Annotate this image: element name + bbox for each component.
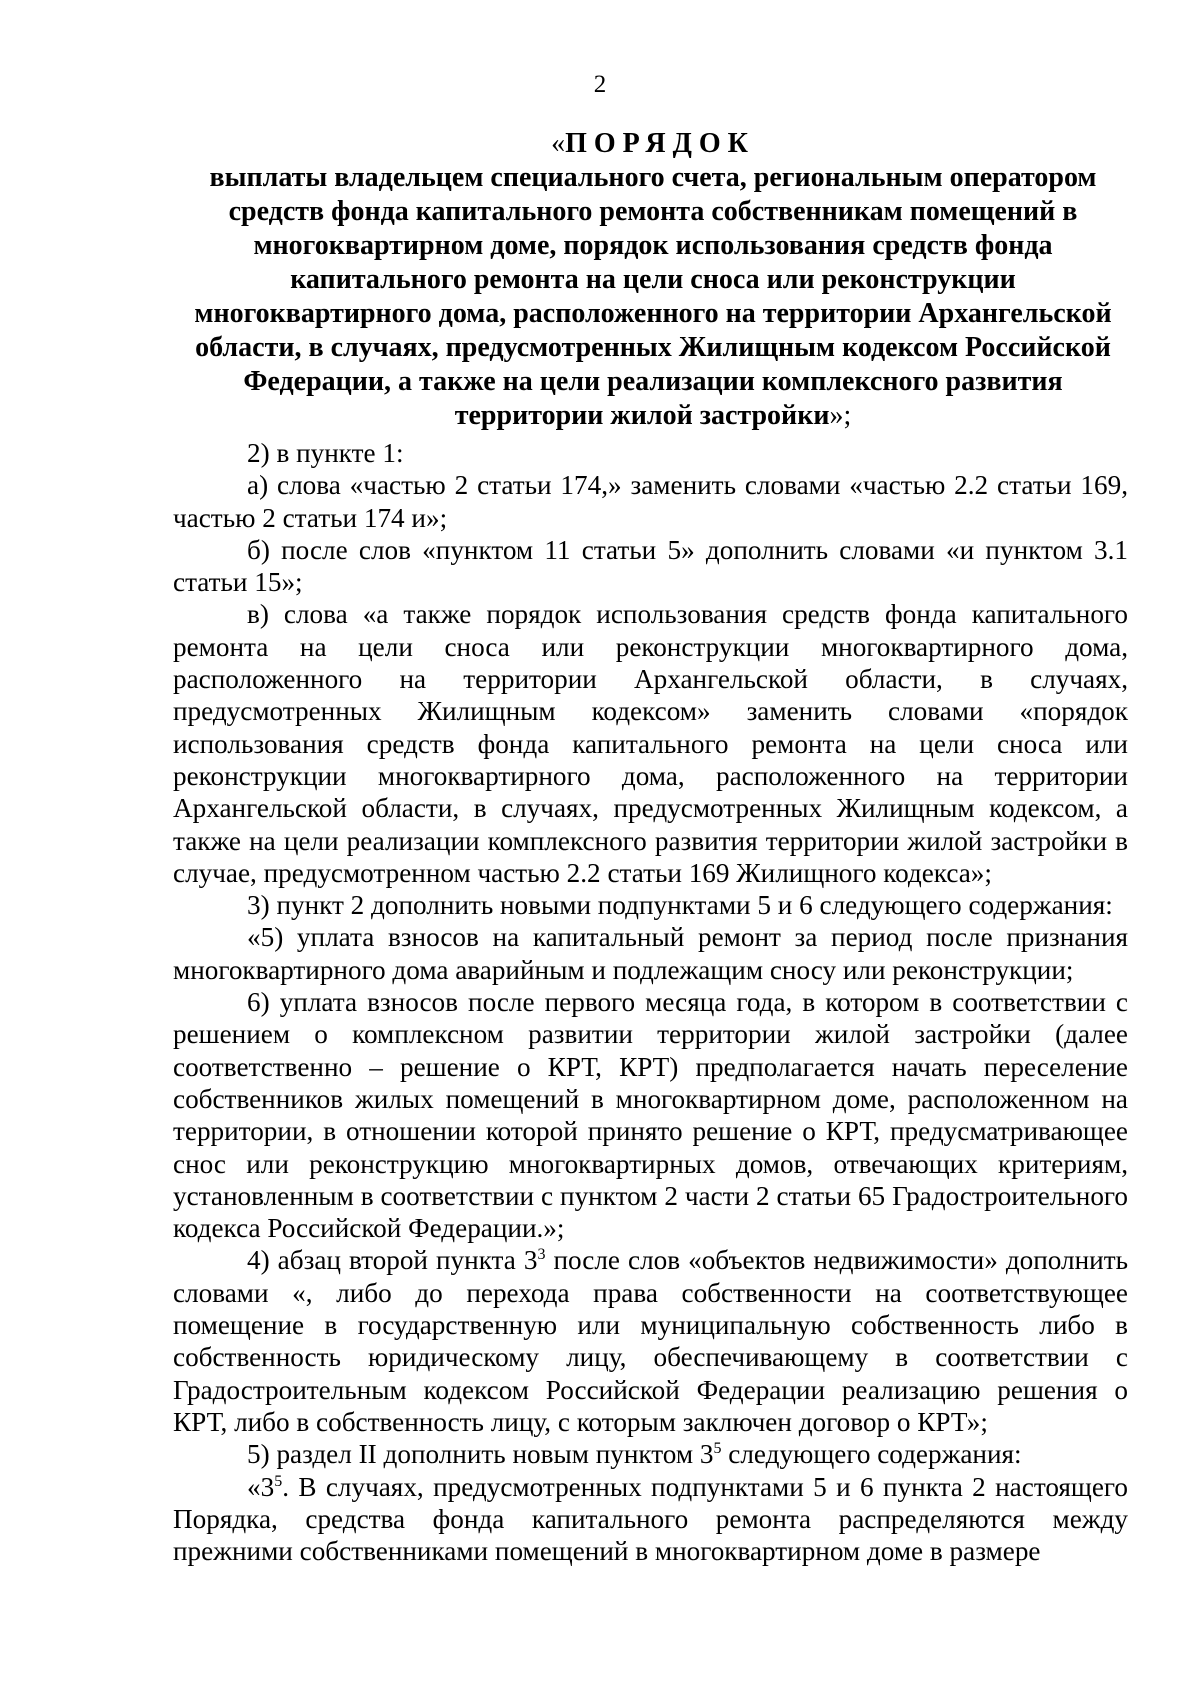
document-body: [173, 437, 1128, 1567]
paragraph-subpoint-6: 6) уплата взносов после первого месяца года, в котором в соответствии с решением о комплексном развитии территории жилой застройки (далее соответственно – решение о КРТ, КРТ) предполагается начать переселение собственников жилых помещений в многоквартирном доме, расположенном на территории, в отношении которой принято решение о КРТ, предусматривающее снос или реконструкцию многоквартирных домов, отвечающих критериям, установленным в соответствии с пунктом 2 части 2 статьи 65 Градостроительного кодекса Российской Федерации.»;: [173, 987, 1128, 1244]
document-heading: [172, 127, 1134, 433]
document-subtitle: [172, 161, 1134, 433]
paragraph-item-4-rest: после слов «объектов недвижимости» дополнить словами «, либо до перехода права собственности на соответствующее помещение в государственную или муниципальную собственность либо в собственность юридическому лицу, обеспечивающему в соответствии с Градостроительным кодексом Российской Федерации реализацию решения о КРТ, либо в собственность лицу, с которым заключен договор о КРТ»;: [173, 1245, 1128, 1437]
paragraph-subitem-v: в) слова «а также порядок использования средств фонда капитального ремонта на цели сноса или реконструкции многоквартирного дома, расположенного на территории Архангельской области, в случаях, предусмотренных Жилищным кодексом» заменить словами «порядок использования средств фонда капитального ремонта на цели сноса или реконструкции многоквартирного дома, расположенного на территории Архангельской области, в случаях, предусмотренных Жилищным кодексом, а также на цели реализации комплексного развития территории жилой застройки в случае, предусмотренном частью 2.2 статьи 169 Жилищного кодекса»;: [173, 599, 1128, 888]
document-title: [172, 127, 1134, 161]
subtitle-close-quote: »;: [829, 400, 852, 431]
paragraph-item-5-rest: следующего содержания:: [721, 1439, 1022, 1470]
paragraph-point-3-5-start: «3: [247, 1471, 275, 1502]
paragraph-point-3-5-rest: . В случаях, предусмотренных подпунктами 5 и 6 пункта 2 настоящего Порядка, средства фонда капитального ремонта распределяются между прежними собственниками помещений в многоквартирном доме в размере: [173, 1471, 1128, 1567]
title-text: ПОРЯДОК: [565, 128, 755, 159]
paragraph-point-3-5: [173, 1471, 1128, 1568]
page-number: 2: [593, 71, 607, 98]
paragraph-subpoint-5: «5) уплата взносов на капитальный ремонт за период после признания многоквартирного дома аварийным и подлежащим сносу или реконструкции;: [173, 922, 1128, 985]
subtitle-text: выплаты владельцем специального счета, региональным оператором средств фонда капитального ремонта собственникам помещений в многоквартирном доме, порядок использования средств фонда капитального ремонта на цели сноса или реконструкции многоквартирного дома, расположенного на территории Архангельской области, в случаях, предусмотренных Жилищным кодексом Российской Федерации, а также на цели реализации комплексного развития территории жилой застройки: [194, 162, 1112, 431]
superscript: 3: [537, 1246, 546, 1264]
superscript: 5: [713, 1440, 722, 1458]
paragraph-item-3: 3) пункт 2 дополнить новыми подпунктами 5 и 6 следующего содержания:: [247, 890, 1113, 921]
paragraph-item-5: [173, 1438, 1128, 1470]
paragraph-item-4: [173, 1244, 1128, 1438]
paragraph-item-5-start: 5) раздел II дополнить новым пунктом 3: [247, 1439, 714, 1470]
title-open-quote: «: [551, 128, 566, 159]
paragraph-item-2: 2) в пункте 1:: [247, 438, 404, 468]
paragraph-subitem-b: б) после слов «пунктом 11 статьи 5» дополнить словами «и пунктом 3.1 статьи 15»;: [173, 534, 1128, 598]
paragraph-item-4-start: 4) абзац второй пункта 3: [247, 1245, 538, 1276]
paragraph-subitem-a: а) слова «частью 2 статьи 174,» заменить словами «частью 2.2 статьи 169, частью 2 статьи 174 и»;: [173, 470, 1128, 533]
superscript: 5: [274, 1472, 283, 1490]
